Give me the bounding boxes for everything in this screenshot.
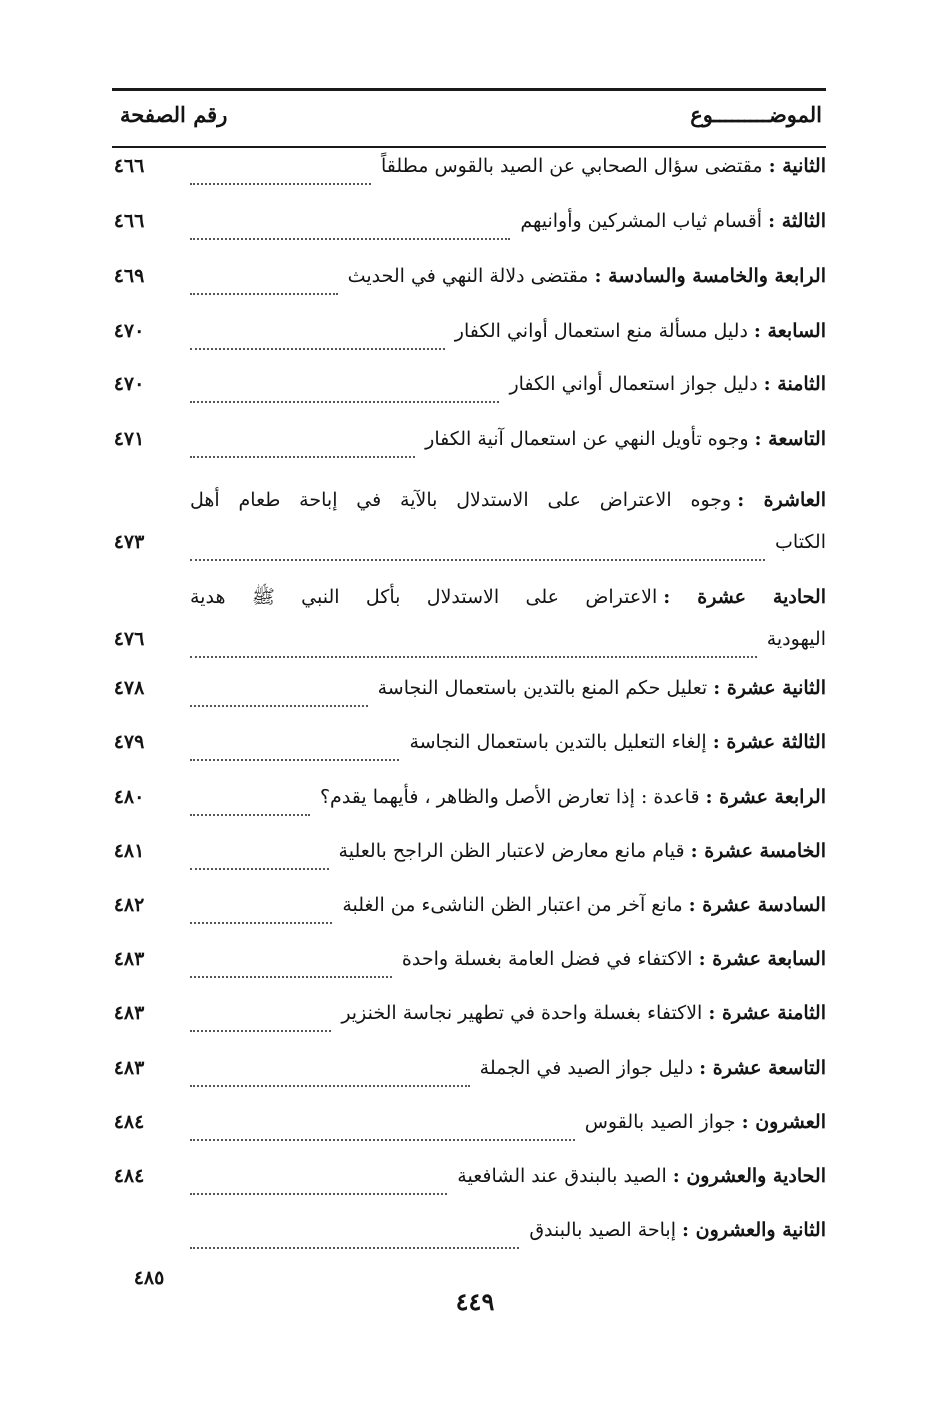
toc-entry-label: الثانية : xyxy=(768,155,826,177)
toc-header xyxy=(112,102,826,142)
toc-entry-label: الرابعة والخامسة والسادسة : xyxy=(594,265,826,287)
leader-dots xyxy=(190,654,757,658)
toc-entry-title: وجوه الاعتراض على الاستدلال بالآية في إباحة طعام أهل xyxy=(190,489,732,511)
toc-entry-page: ٤٨٣ xyxy=(113,1057,145,1079)
toc-entry-title: مانع آخر من اعتبار الظن الناشىء من الغلبة xyxy=(342,894,683,916)
leader-dots xyxy=(190,291,338,295)
top-rule xyxy=(112,88,826,91)
toc-entry-page: ٤٨٢ xyxy=(113,894,145,916)
toc-entry-title: دليل مسألة منع استعمال أواني الكفار xyxy=(454,320,748,342)
toc-entry-line xyxy=(190,1219,826,1255)
leader-dots xyxy=(190,236,510,240)
toc-entry-line xyxy=(113,1111,826,1147)
toc-entry-label: السادسة عشرة : xyxy=(688,894,826,916)
toc-entry[interactable] xyxy=(113,894,826,930)
toc-entry-page: ٤٨٤ xyxy=(113,1165,145,1187)
toc-entry-page: ٤٧٣ xyxy=(113,531,145,553)
leader-dots xyxy=(190,1137,575,1141)
leader-dots xyxy=(190,812,310,816)
toc-entry[interactable] xyxy=(113,731,826,767)
toc-entry-line xyxy=(113,373,826,409)
toc-entry-page: ٤٨١ xyxy=(113,840,145,862)
toc-entry-title: إلغاء التعليل بالتدين باستعمال النجاسة xyxy=(409,731,707,753)
toc-entry-label: الثانية عشرة : xyxy=(713,677,826,699)
toc-entry-line xyxy=(113,677,826,713)
toc-entry-line xyxy=(113,265,826,301)
toc-entry-line xyxy=(113,1057,826,1093)
leader-dots xyxy=(190,1191,447,1195)
toc-entry[interactable] xyxy=(113,483,826,567)
toc-entry[interactable] xyxy=(113,1165,826,1201)
leader-dots xyxy=(190,1028,331,1032)
toc-entry-line xyxy=(113,731,826,767)
toc-entry-title: قيام مانع معارض لاعتبار الظن الراجح بالعلية xyxy=(338,840,685,862)
toc-entry-title: جواز الصيد بالقوس xyxy=(584,1111,736,1133)
leader-dots xyxy=(190,399,499,403)
toc-entry-line xyxy=(113,155,826,191)
toc-entry-title-continued: اليهودية xyxy=(766,628,826,650)
toc-entry-second-line xyxy=(113,628,826,664)
toc-entry-page: ٤٦٩ xyxy=(113,265,145,287)
toc-entry-first-line xyxy=(190,483,826,519)
toc-entry-page: ٤٧٦ xyxy=(113,628,145,650)
toc-entry-label: الثالثة عشرة : xyxy=(712,731,826,753)
orphan-page-number: ٤٨٥ xyxy=(133,1267,165,1289)
leader-dots xyxy=(190,920,332,924)
toc-entry[interactable] xyxy=(113,580,826,664)
topic-column-heading: الموضـــــــــوع xyxy=(690,102,822,127)
toc-entry-line xyxy=(113,210,826,246)
toc-entry-title-continued: الكتاب xyxy=(775,531,826,553)
toc-entry-label: الحادية عشرة : xyxy=(663,586,826,608)
page-column-heading: رقم الصفحة xyxy=(120,102,228,127)
leader-dots xyxy=(190,1083,470,1087)
toc-entry[interactable] xyxy=(113,1111,826,1147)
toc-entry[interactable] xyxy=(113,1057,826,1093)
toc-entry-title: إباحة الصيد بالبندق xyxy=(529,1219,676,1241)
toc-entry[interactable] xyxy=(113,373,826,409)
toc-entry-title: دليل جواز استعمال أواني الكفار xyxy=(509,373,758,395)
toc-entry-title: وجوه تأويل النهي عن استعمال آنية الكفار xyxy=(425,428,749,450)
toc-entry-line xyxy=(113,840,826,876)
toc-entry-page: ٤٧٠ xyxy=(113,320,145,342)
toc-entry-page: ٤٨٣ xyxy=(113,948,145,970)
toc-entry-label: العاشرة : xyxy=(737,489,826,511)
toc-entry-label: الخامسة عشرة : xyxy=(690,840,826,862)
toc-entry-label: الثانية والعشرون : xyxy=(681,1219,826,1241)
toc-entry-line xyxy=(113,1165,826,1201)
toc-entry-title: قاعدة : إذا تعارض الأصل والظاهر ، فأيهما يقدم؟ xyxy=(319,786,700,808)
toc-entry-title: تعليل حكم المنع بالتدين باستعمال النجاسة xyxy=(377,677,708,699)
toc-entry[interactable] xyxy=(113,210,826,246)
leader-dots xyxy=(190,757,399,761)
leader-dots xyxy=(190,557,765,561)
toc-entry-title: مقتضى سؤال الصحابي عن الصيد بالقوس مطلقاً xyxy=(380,155,763,177)
toc-entry-second-line xyxy=(113,531,826,567)
toc-entry-line xyxy=(113,948,826,984)
header-rule xyxy=(112,146,826,148)
toc-entry-line xyxy=(113,786,826,822)
toc-entry-label: الرابعة عشرة : xyxy=(705,786,826,808)
toc-entry-label: الحادية والعشرون : xyxy=(672,1165,826,1187)
leader-dots xyxy=(190,454,415,458)
page-number: ٤٤٩ xyxy=(455,1287,495,1316)
toc-entry-label: السابعة : xyxy=(753,320,826,342)
toc-entry-label: الثامنة : xyxy=(763,373,826,395)
toc-entry-label: التاسعة : xyxy=(754,428,826,450)
toc-entry-title: الصيد بالبندق عند الشافعية xyxy=(457,1165,667,1187)
toc-entry-line xyxy=(113,894,826,930)
toc-entry-label: التاسعة عشرة : xyxy=(699,1057,826,1079)
toc-entry-line xyxy=(113,320,826,356)
toc-entry-title: الاكتفاء بغسلة واحدة في تطهير نجاسة الخنزير xyxy=(341,1002,703,1024)
toc-entry[interactable] xyxy=(113,265,826,301)
toc-entry[interactable] xyxy=(113,786,826,822)
toc-entry-first-line xyxy=(190,580,826,616)
toc-entry-page: ٤٦٦ xyxy=(113,155,145,177)
toc-entry[interactable] xyxy=(190,1219,826,1255)
toc-entry-page: ٤٨٣ xyxy=(113,1002,145,1024)
leader-dots xyxy=(190,1245,519,1249)
toc-entry-title: الاكتفاء في فضل العامة بغسلة واحدة xyxy=(401,948,693,970)
leader-dots xyxy=(190,346,445,350)
toc-entry-page: ٤٨٤ xyxy=(113,1111,145,1133)
toc-entry[interactable] xyxy=(113,840,826,876)
toc-entry[interactable] xyxy=(113,155,826,191)
toc-entry-line xyxy=(113,428,826,464)
leader-dots xyxy=(190,181,371,185)
toc-entry-label: السابعة عشرة : xyxy=(698,948,826,970)
toc-entry-page: ٤٧٠ xyxy=(113,373,145,395)
toc-entry-title: دليل جواز الصيد في الجملة xyxy=(479,1057,694,1079)
toc-entry-page: ٤٧٩ xyxy=(113,731,145,753)
toc-entry-title: الاعتراض على الاستدلال بأكل النبي ﷺ هدية xyxy=(190,586,658,608)
toc-entry-label: الثامنة عشرة : xyxy=(708,1002,826,1024)
toc-entry-title: مقتضى دلالة النهي في الحديث xyxy=(347,265,589,287)
leader-dots xyxy=(190,703,368,707)
toc-entry[interactable] xyxy=(113,677,826,713)
toc-entry-line xyxy=(113,1002,826,1038)
toc-entry-page: ٤٧١ xyxy=(113,428,145,450)
toc-entry-page: ٤٦٦ xyxy=(113,210,145,232)
toc-entry[interactable] xyxy=(113,320,826,356)
toc-entry[interactable] xyxy=(113,428,826,464)
toc-entry[interactable] xyxy=(113,1002,826,1038)
toc-entry-label: العشرون : xyxy=(741,1111,826,1133)
toc-entry-label: الثالثة : xyxy=(768,210,826,232)
toc-entry-page: ٤٧٨ xyxy=(113,677,145,699)
toc-entry-page: ٤٨٠ xyxy=(113,786,145,808)
leader-dots xyxy=(190,974,392,978)
leader-dots xyxy=(190,866,329,870)
toc-entry-title: أقسام ثياب المشركين وأوانيهم xyxy=(520,210,763,232)
toc-entry[interactable] xyxy=(113,948,826,984)
